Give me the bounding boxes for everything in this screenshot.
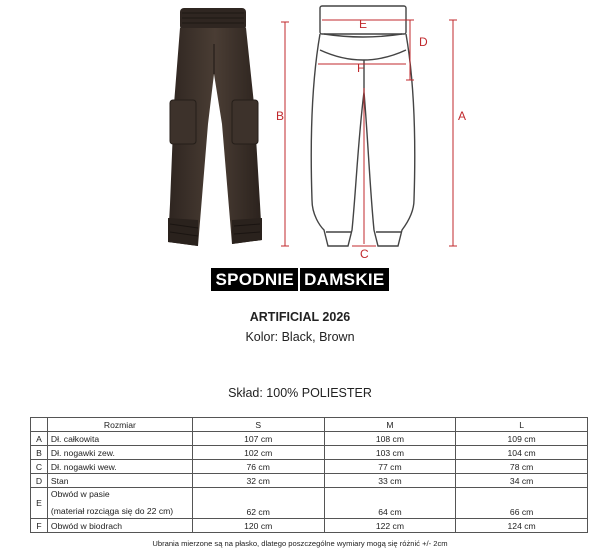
header-size: Rozmiar	[47, 418, 192, 432]
measurement-diagram	[272, 0, 472, 260]
table-row: A Dł. całkowita 107 cm 108 cm 109 cm	[31, 432, 588, 446]
fabric-line: Skład: 100% POLIESTER	[228, 386, 372, 400]
table-row: B Dł. nogawki zew. 102 cm 103 cm 104 cm	[31, 446, 588, 460]
header-m: M	[324, 418, 456, 432]
label-b: B	[276, 109, 285, 123]
size-table	[30, 417, 588, 533]
color-line: Kolor: Black, Brown	[245, 330, 355, 344]
table-row: E Obwód w pasie (materiał rozciąga się do 22 cm) 62 cm 64 cm 66 cm	[31, 488, 588, 519]
title-word-1: SPODNIE	[211, 268, 298, 291]
table-header-row	[31, 418, 588, 432]
measurement-note: Ubrania mierzone są na płasko, dlatego poszczególne wymiary mogą się różnić +/- 2cm	[152, 539, 448, 548]
label-d: D	[419, 35, 428, 49]
product-title	[0, 268, 600, 291]
title-word-2: DAMSKIE	[300, 268, 389, 291]
label-c: C	[360, 247, 369, 260]
table-row: D Stan 32 cm 33 cm 34 cm	[31, 474, 588, 488]
label-a: A	[458, 109, 467, 123]
table-row: C Dł. nogawki wew. 76 cm 77 cm 78 cm	[31, 460, 588, 474]
label-f: F	[357, 61, 365, 75]
header-l: L	[456, 418, 588, 432]
table-row: F Obwód w biodrach 120 cm 122 cm 124 cm	[31, 519, 588, 533]
header-s: S	[192, 418, 324, 432]
product-photo	[158, 4, 272, 254]
label-e: E	[359, 17, 368, 31]
model-name: ARTIFICIAL 2026	[249, 310, 351, 324]
